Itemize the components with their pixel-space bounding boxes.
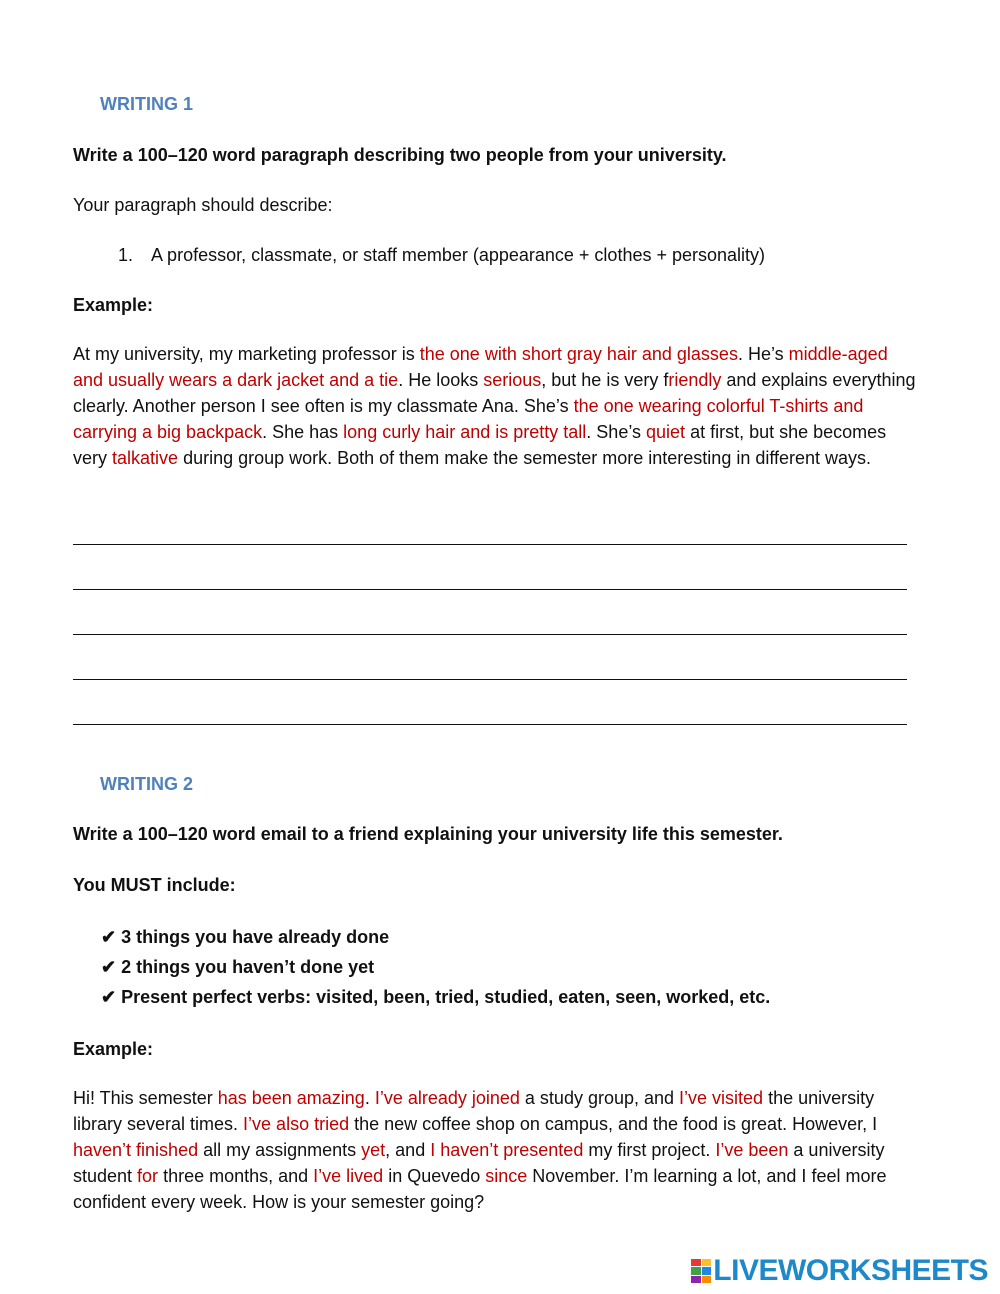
highlighted-phrase: the one with short gray hair and glasses [419, 344, 738, 364]
text-segment: three months, and [158, 1166, 314, 1186]
highlighted-phrase: yet [361, 1140, 386, 1160]
text-segment: At my university, my marketing professor is [73, 344, 420, 364]
checklist-item: ✔ 2 things you haven’t done yet [101, 957, 375, 977]
list-text: A professor, classmate, or staff member (appearance + clothes + personality) [151, 245, 766, 265]
text-segment: . She’s [586, 422, 647, 442]
checklist-item: ✔ Present perfect verbs: visited, been, tried, studied, eaten, seen, worked, etc. [101, 987, 771, 1007]
text-segment: November. I’m learning a lot, and I feel more confident every week. How is your semester going? [73, 1166, 887, 1212]
highlighted-phrase: long curly hair and is pretty tall [343, 422, 587, 442]
writing-1-example-label: Example: [73, 295, 154, 315]
writing-1-heading: WRITING 1 [100, 94, 193, 114]
highlighted-phrase: I’ve lived [313, 1166, 384, 1186]
highlighted-phrase: I’ve also tried [243, 1114, 350, 1134]
answer-line[interactable] [73, 724, 907, 725]
highlighted-phrase: haven’t finished [73, 1140, 199, 1160]
writing-2-instruction: Write a 100–120 word email to a friend explaining your university life this semester. [73, 824, 783, 844]
text-segment: at first, but she becomes very [73, 422, 887, 468]
highlighted-phrase: quiet [646, 422, 686, 442]
text-segment: , and [385, 1140, 431, 1160]
writing-2-example-label: Example: [73, 1039, 154, 1059]
text-segment: in Quevedo [383, 1166, 486, 1186]
text-segment: a study group, and [519, 1088, 680, 1108]
highlighted-phrase: I haven’t presented [430, 1140, 584, 1160]
writing-2-example-paragraph [73, 1085, 918, 1215]
writing-1-instruction: Write a 100–120 word paragraph describing two people from your university. [73, 145, 727, 165]
text-segment: and explains everything clearly. Another person I see often is my classmate Ana. She’s [73, 370, 916, 416]
answer-line[interactable] [73, 634, 907, 635]
writing-2-heading: WRITING 2 [100, 774, 193, 794]
text-segment: . He’s [737, 344, 789, 364]
highlighted-phrase: I’ve visited [679, 1088, 764, 1108]
text-segment: , but he is very f [541, 370, 669, 390]
writing-1-example-paragraph [73, 341, 918, 471]
liveworksheets-logo[interactable] [691, 1256, 988, 1286]
checklist-item: ✔ 3 things you have already done [101, 927, 390, 947]
highlighted-phrase: I’ve already joined [374, 1088, 520, 1108]
checklist [101, 922, 770, 1012]
text-segment: my first project. [583, 1140, 716, 1160]
highlighted-phrase: talkative [112, 448, 179, 468]
writing-1-describe-intro: Your paragraph should describe: [73, 195, 333, 215]
logo-blocks-icon [691, 1259, 711, 1283]
answer-line[interactable] [73, 544, 907, 545]
writing-2-must-include-label: You MUST include: [73, 875, 236, 895]
text-segment: the new coffee shop on campus, and the food is great. However, I [349, 1114, 878, 1134]
text-segment: . She has [262, 422, 344, 442]
highlighted-phrase: has been amazing [217, 1088, 365, 1108]
text-segment: . [364, 1088, 375, 1108]
highlighted-phrase: I’ve been [715, 1140, 789, 1160]
logo-text: LIVEWORKSHEETS [713, 1254, 988, 1287]
highlighted-phrase: middle-aged and usually wears a dark jacket and a tie [73, 344, 888, 390]
highlighted-phrase: for [137, 1166, 159, 1186]
text-segment: all my assignments [198, 1140, 362, 1160]
answer-line[interactable] [73, 589, 907, 590]
list-number: 1. [118, 245, 134, 265]
text-segment: . He looks [398, 370, 484, 390]
highlighted-phrase: riendly [668, 370, 722, 390]
text-segment: the university library several times. [73, 1088, 875, 1134]
highlighted-phrase: serious [483, 370, 542, 390]
text-segment: a university student [73, 1140, 885, 1186]
writing-1-list-item [118, 245, 765, 266]
text-segment: during group work. Both of them make the semester more interesting in different ways. [178, 448, 872, 468]
text-segment: Hi! This semester [73, 1088, 218, 1108]
highlighted-phrase: the one wearing colorful T-shirts and carrying a big backpack [73, 396, 864, 442]
answer-line[interactable] [73, 679, 907, 680]
highlighted-phrase: since [485, 1166, 528, 1186]
